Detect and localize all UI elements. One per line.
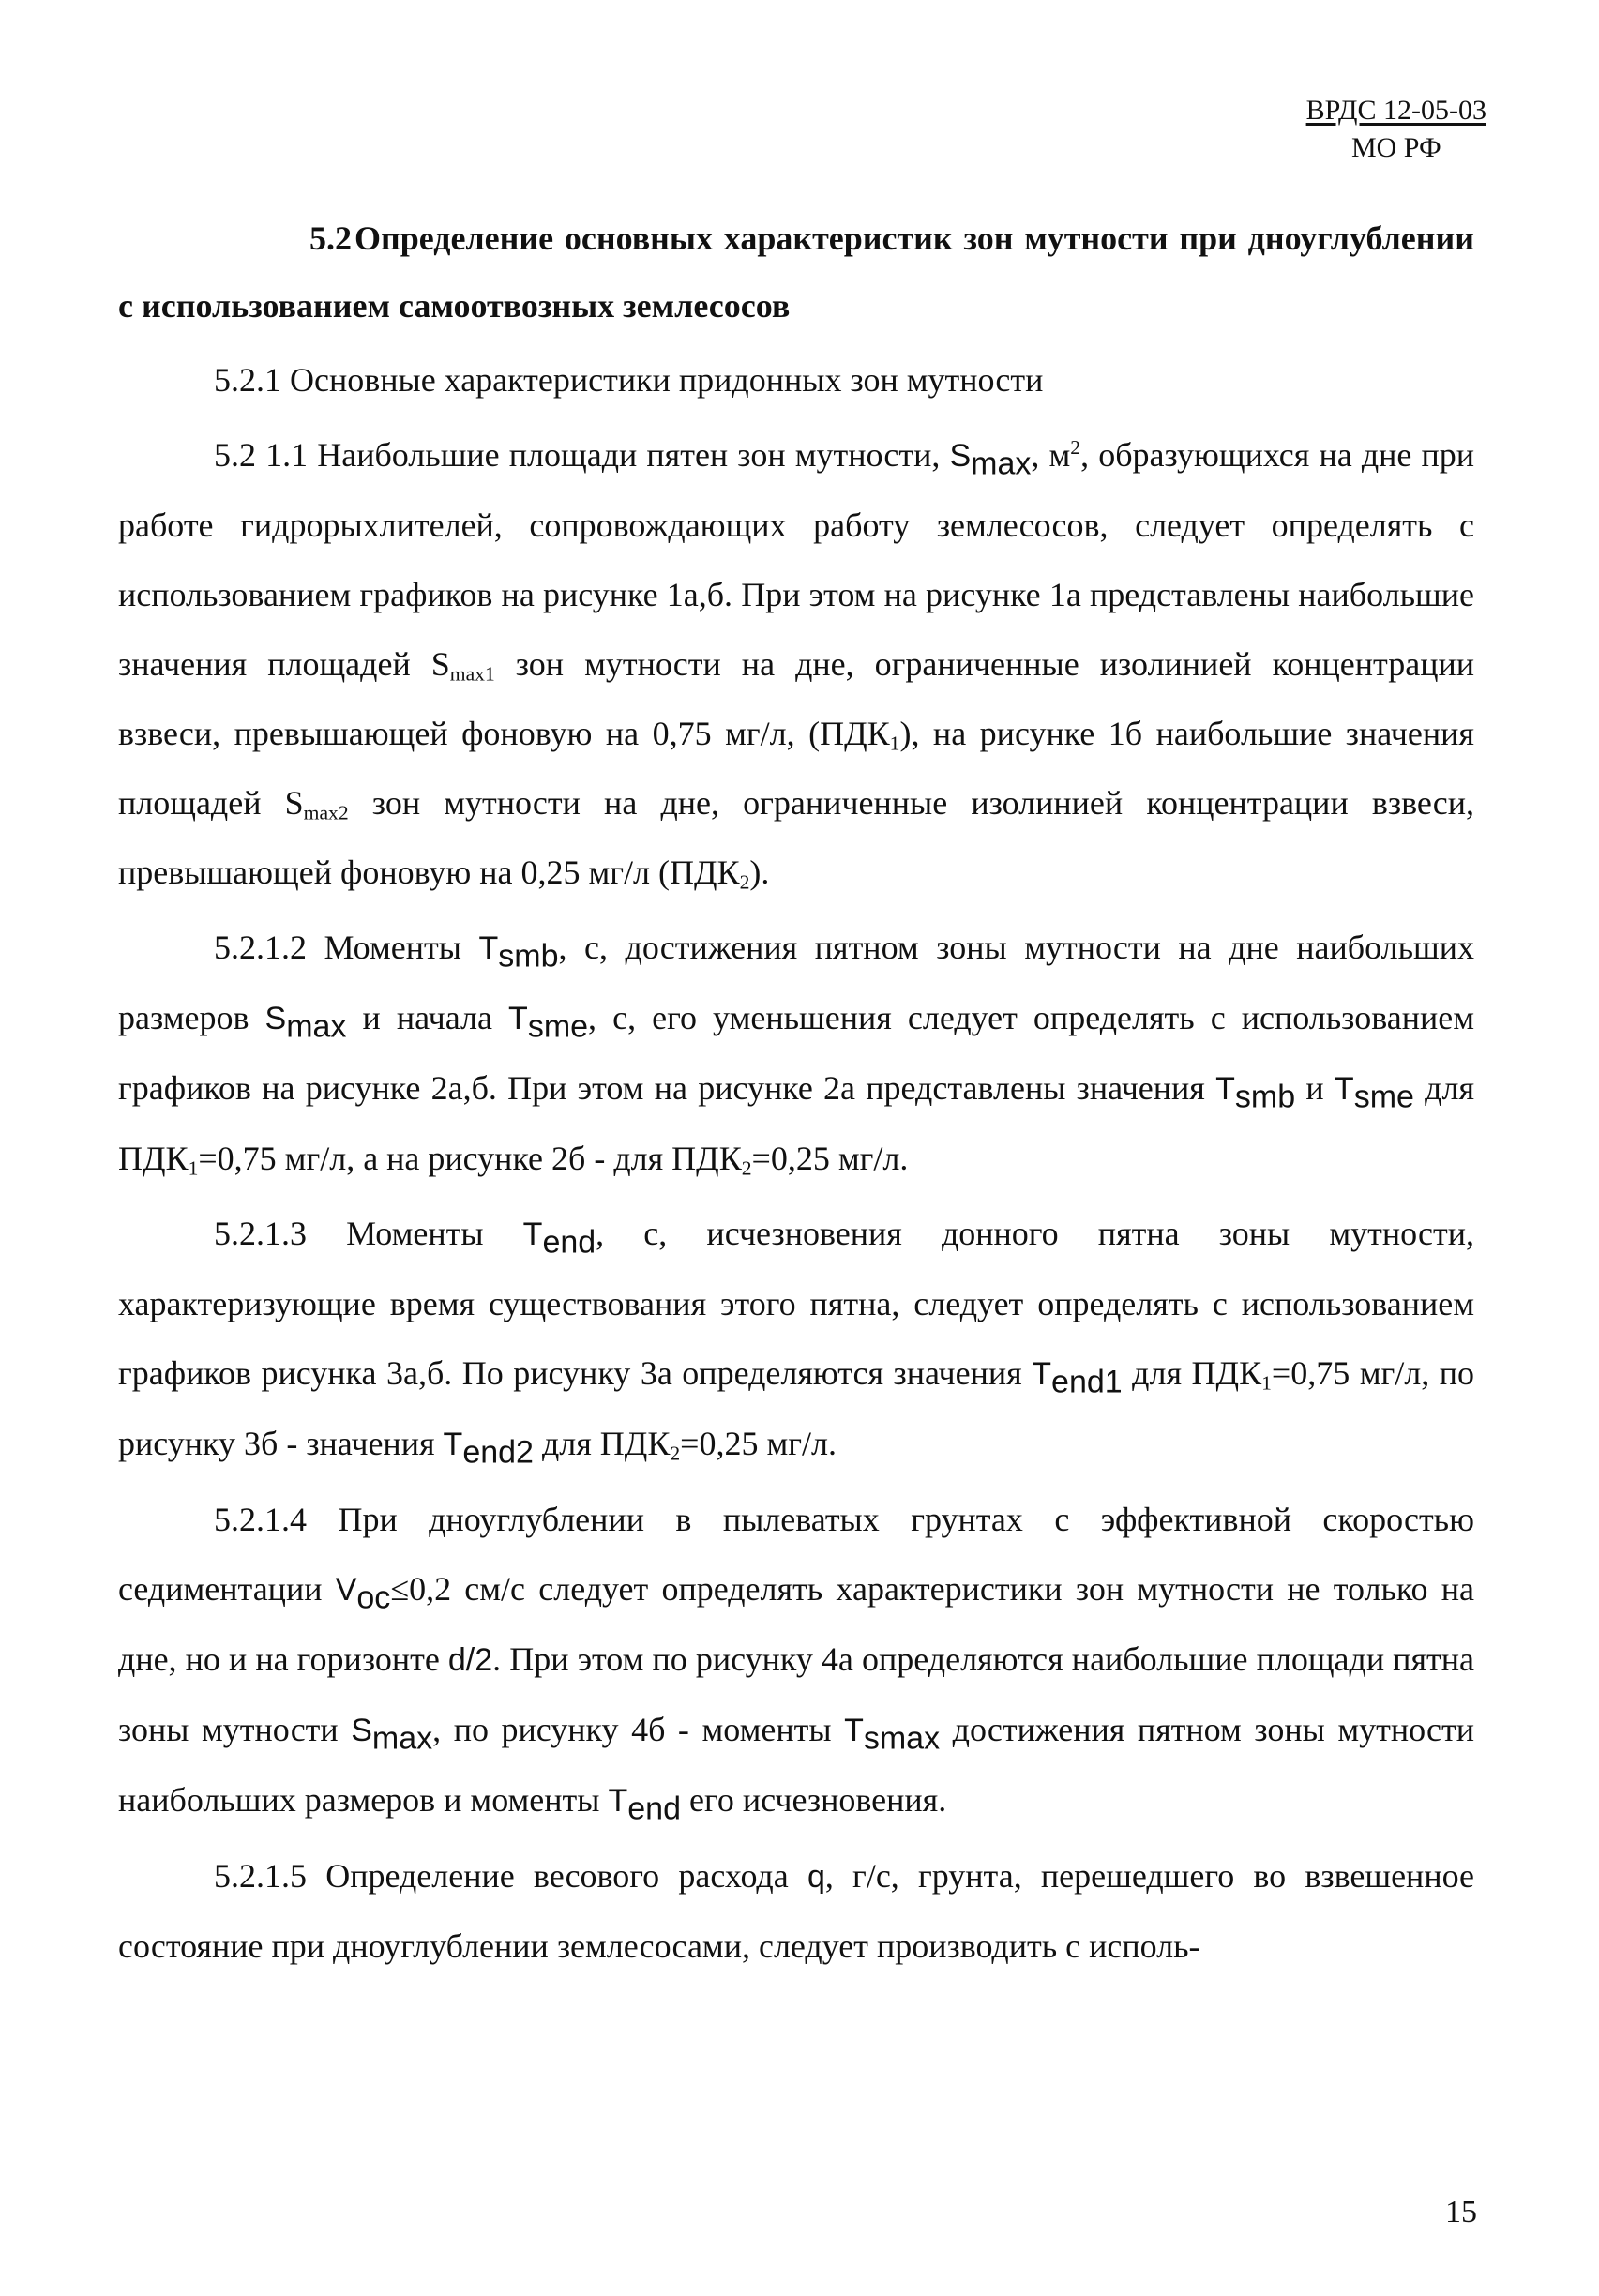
text-run: ). [749, 853, 770, 891]
document-org: МО РФ [1350, 132, 1441, 163]
symbol: S [351, 1713, 372, 1748]
subscript: oc [356, 1579, 391, 1616]
text-run: =0,25 мг/л. [680, 1425, 837, 1462]
symbol: S [949, 438, 972, 474]
text-run: 5.2 1.1 Наибольшие площади пятен зон мутности, [214, 436, 950, 474]
text-run: ), на рисунке 1б наибольшие значения площадей S [118, 715, 1474, 822]
text-run: для ПДК [1122, 1354, 1262, 1392]
subscript: 1 [889, 732, 900, 755]
text-run: , г/с, грунта, перешедшего во взвешенное состояние при дноуглублении землесосами, следует производить с исполь- [118, 1857, 1475, 1965]
paragraph-5-2-1-5 [118, 1841, 1474, 1981]
subscript: max [286, 1008, 347, 1045]
page-number: 15 [1445, 2195, 1477, 2229]
paragraph-5-2-1-4 [118, 1485, 1474, 1835]
subscript: 2 [741, 1156, 752, 1180]
section-heading [118, 204, 1474, 340]
text-run: =0,25 мг/л. [751, 1140, 909, 1177]
symbol: T [522, 1216, 543, 1252]
subscript: max [371, 1720, 433, 1757]
symbol: q [807, 1859, 825, 1895]
document-code: ВРДС 12-05-03 [1305, 95, 1486, 126]
subscript: 1 [188, 1156, 199, 1180]
section-title: Определение основных характеристик зон мутности при дноуглублении с использованием самоотвозных землесосов [118, 219, 1474, 325]
text-run: для ПДК [533, 1425, 671, 1462]
text-run: ≤0,2 см/с следует определять характеристики зон мутности не только на дне, но и на горизонте [118, 1570, 1474, 1678]
text-run: 5.2.1.3 Моменты [214, 1215, 523, 1252]
text-run: , с, его уменьшения следует определять с использованием графиков на рисунке 2а,б. При этом на рисунке 2а представлены значения [118, 999, 1474, 1107]
subscript: 1 [1261, 1371, 1272, 1395]
text-run: для ПДК [118, 1069, 1475, 1177]
text-run: и [1295, 1069, 1335, 1107]
text-run: , с, исчезновения донного пятна зоны мутности, характеризующие время существования этого пятна, следует определять с использованием графиков рисунка 3а,б. По рисунку 3а определяются значения [118, 1215, 1475, 1392]
text-run: 5.2.1.4 При дноуглублении в пылеватых грунтах с эффективной скоростью седиментации [118, 1501, 1474, 1608]
subscript: sme [1353, 1079, 1414, 1115]
symbol: T [844, 1713, 864, 1748]
symbol: T [508, 1001, 528, 1036]
text-run: его исчезновения. [681, 1781, 947, 1819]
subscript: 2 [670, 1442, 681, 1465]
symbol: S [264, 1001, 287, 1036]
symbol: T [608, 1783, 628, 1819]
document-body [118, 204, 1474, 1981]
subscript: 2 [739, 870, 750, 894]
subscript: sme [527, 1008, 589, 1045]
text-run: , м [1031, 436, 1071, 474]
symbol: T [443, 1427, 463, 1462]
subscript: smax [863, 1720, 941, 1757]
subscript: end1 [1051, 1364, 1123, 1400]
text-run: 5.2.1.2 Моменты [214, 929, 479, 966]
paragraph-5-2-1-1 [118, 420, 1474, 907]
subscript: max2 [303, 801, 349, 824]
superscript: 2 [1070, 436, 1081, 460]
text-run: , образующихся на дне при работе гидрорыхлителей, сопровождающих работу землесосов, следует определять с использованием графиков на рисунке 1а,б. При этом на рисунке 1а представлены наибольшие значения площадей S [118, 436, 1475, 683]
text-run: 5.2.1.5 Определение весового расхода [214, 1857, 807, 1895]
text-run: достижения пятном зоны мутности наибольших размеров и моменты [118, 1711, 1474, 1819]
subscript: end [627, 1790, 681, 1827]
symbol: T [478, 930, 499, 966]
subscript: end [542, 1224, 596, 1261]
text-run: , с, достижения пятном зоны мутности на дне наибольших размеров [118, 929, 1475, 1036]
paragraph-5-2-1-3 [118, 1199, 1474, 1479]
text-run: , по рисунку 4б - моменты [432, 1711, 845, 1748]
text-run: зон мутности на дне, ограниченные изолинией концентрации взвеси, превышающей фоновую на 0,75 мг/л, (ПДК [118, 645, 1474, 752]
text-run: =0,75 мг/л, по рисунку 3б - значения [118, 1354, 1475, 1462]
symbol: d/2 [447, 1642, 493, 1678]
text-run: и начала [346, 999, 509, 1036]
section-number: 5.2 [309, 219, 352, 257]
symbol: T [1215, 1071, 1235, 1107]
text-run: =0,75 мг/л, а на рисунке 2б - для ПДК [198, 1140, 742, 1177]
subscript: max [971, 446, 1032, 482]
subscript: end2 [462, 1434, 534, 1471]
document-header [1306, 92, 1486, 167]
symbol: V [335, 1572, 357, 1608]
text-run: . При этом по рисунку 4а определяются наибольшие площади пятна зоны мутности [118, 1640, 1474, 1748]
subscript: max1 [449, 662, 495, 686]
subsection-heading: 5.2.1 Основные характеристики придонных зон мутности [214, 361, 1044, 399]
subscript: smb [498, 938, 559, 974]
symbol: T [1032, 1356, 1052, 1392]
paragraph-5-2-1-2 [118, 913, 1474, 1193]
subscript: smb [1234, 1079, 1296, 1115]
text-run: зон мутности на дне, ограниченные изолинией концентрации взвеси, превышающей фоновую на 0,25 мг/л (ПДК [118, 784, 1474, 891]
symbol: T [1334, 1071, 1354, 1107]
